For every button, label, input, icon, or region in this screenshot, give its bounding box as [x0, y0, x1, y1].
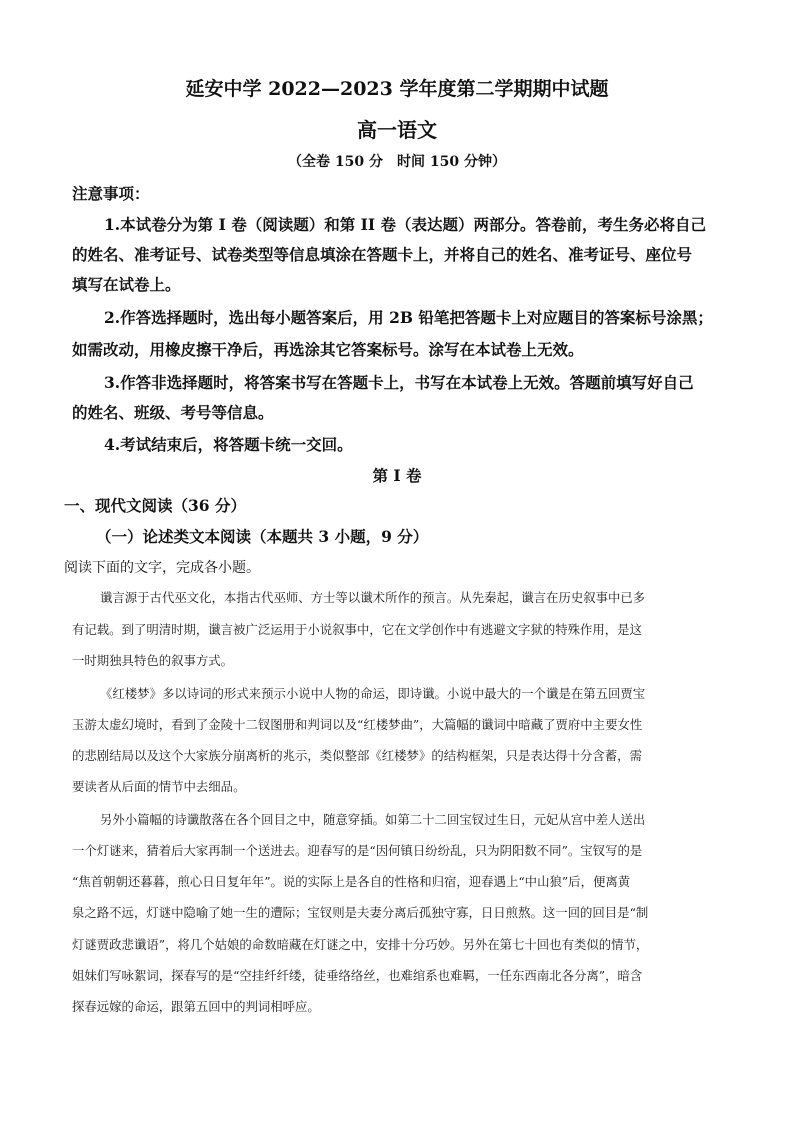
note-line: 1.本试卷分为第 I 卷（阅读题）和第 II 卷（表达题）两部分。答卷前，考生务必将自己 — [104, 215, 707, 234]
subject-title: 高一语文 — [357, 118, 437, 142]
subsection-heading: （一）论述类文本阅读（本题共 3 小题，9 分） — [96, 527, 429, 546]
passage-line: 灯谜贾政悲谶语”，将几个姑娘的命数暗藏在灯谜之中，安排十分巧妙。另外在第七十回也有类似的情节， — [72, 937, 649, 952]
passage-line: 一个灯谜来，猜着后大家再制一个送进去。迎春写的是“因何镇日纷纷乱，只为阴阳数不同”。宝钗写的是 — [72, 843, 643, 858]
note-line: 的姓名、准考证号、试卷类型等信息填涂在答题卡上，并将自己的姓名、准考证号、座位号 — [72, 245, 693, 264]
passage-line: 有记载。到了明清时期，谶言被广泛运用于小说叙事中，它在文学创作中有逃避文字狱的特殊作用，是这 — [72, 622, 642, 637]
part-label: 第 I 卷 — [372, 466, 422, 485]
instruction-text: 阅读下面的文字，完成各小题。 — [64, 560, 260, 576]
section-heading: 一、现代文阅读（36 分） — [64, 496, 246, 515]
passage-line: 《红楼梦》多以诗词的形式来预示小说中人物的命运，即诗谶。小说中最大的一个谶是在第五回贾宝 — [100, 686, 646, 701]
note-line: 填写在试卷上。 — [72, 275, 181, 294]
passage-line: 一时期独具特色的叙事方式。 — [72, 653, 234, 668]
passage-line: 的悲剧结局以及这个大家族分崩离析的兆示，类似整部《红楼梦》的结构框架，只是表达得十分含蓄，需 — [72, 748, 642, 763]
passage-line: 谶言源于古代巫文化，本指古代巫师、方士等以谶术所作的预言。从先秦起，谶言在历史叙事中已多 — [100, 590, 646, 605]
notes-heading: 注意事项： — [72, 184, 150, 203]
note-line: 如需改动，用橡皮擦干净后，再选涂其它答案标号。涂写在本试卷上无效。 — [72, 340, 584, 359]
passage-line: 另外小篇幅的诗谶散落在各个回目之中，随意穿插。如第二十二回宝钗过生日，元妃从宫中差人送出 — [100, 812, 646, 827]
note-line: 2.作答选择题时，选出每小题答案后，用 2B 铅笔把答题卡上对应题目的答案标号涂黑； — [104, 308, 713, 327]
passage-line: “焦首朝朝还暮暮，煎心日日复年年”。说的实际上是各自的性格和归宿，迎春遇上“中山狼”后，便离黄 — [72, 874, 631, 889]
passage-line: 泉之路不远，灯谜中隐喻了她一生的遭际；宝钗则是夫妻分离后孤独守寡，日日煎熬。这一回的回目是“制 — [72, 905, 649, 920]
note-line: 的姓名、班级、考号等信息。 — [72, 403, 274, 422]
note-line: 4.考试结束后，将答题卡统一交回。 — [104, 435, 353, 454]
passage-line: 姐妹们写咏絮词，探春写的是“空挂纤纤缕，徒垂络络丝，也难绾系也难羁，一任东西南北各分离”，暗含 — [72, 968, 643, 983]
passage-line: 探春远嫁的命运，跟第五回中的判词相呼应。 — [72, 999, 320, 1014]
exam-info: （全卷 150 分 时间 150 分钟） — [288, 154, 506, 170]
passage-line: 要读者从后面的情节中去细品。 — [72, 779, 246, 794]
passage-line: 玉游太虚幻境时，看到了金陵十二钗图册和判词以及“红楼梦曲”，大篇幅的谶词中暗藏了贾府中主要女性 — [72, 717, 643, 732]
exam-title: 延安中学 2022—2023 学年度第二学期期中试题 — [185, 78, 609, 100]
note-line: 3.作答非选择题时，将答案书写在答题卡上，书写在本试卷上无效。答题前填写好自己 — [104, 373, 694, 392]
